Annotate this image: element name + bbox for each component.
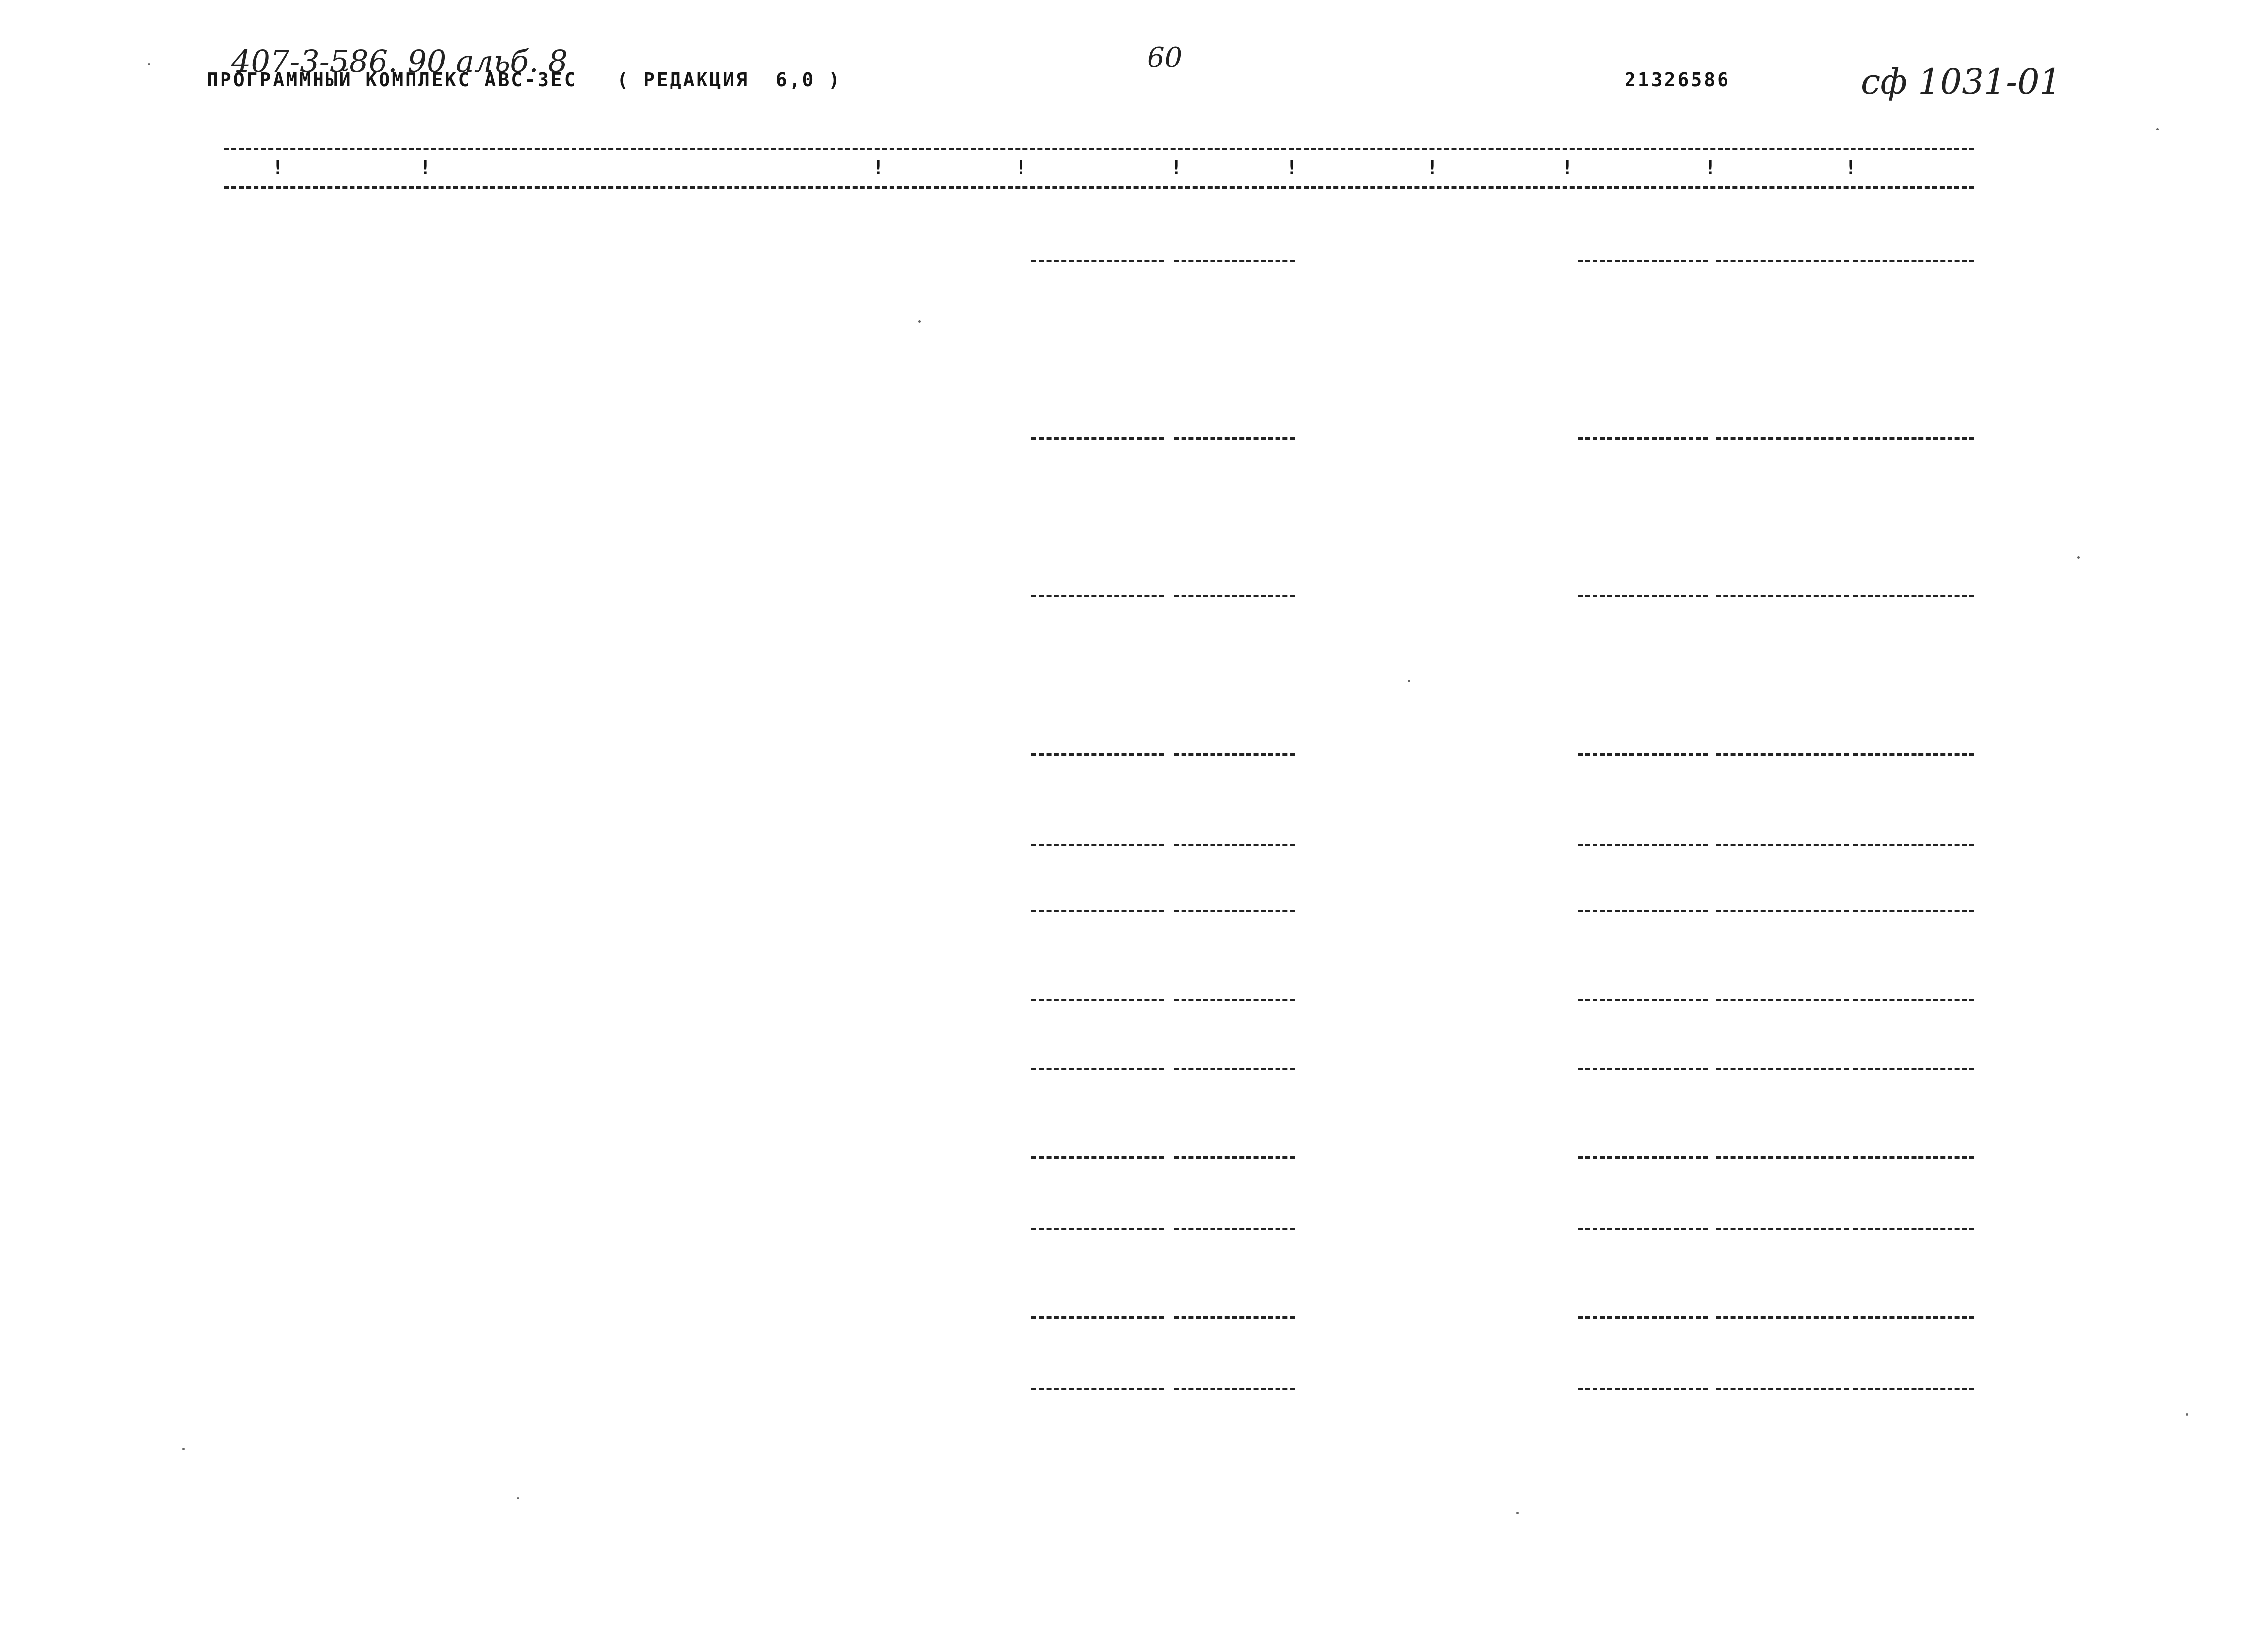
cell-divider bbox=[1174, 437, 1295, 440]
cell-divider bbox=[1578, 1156, 1708, 1159]
cell-divider bbox=[1578, 1316, 1708, 1319]
cell-divider bbox=[1578, 437, 1708, 440]
cell-divider bbox=[1578, 1388, 1708, 1390]
handwritten-sheet-code: сф 1031-01 bbox=[1861, 62, 2062, 102]
cell-divider bbox=[1853, 1156, 1974, 1159]
cell-divider bbox=[1716, 1388, 1849, 1390]
cell-divider bbox=[1031, 753, 1164, 756]
cell-divider bbox=[1174, 1316, 1295, 1319]
cell-divider bbox=[1174, 844, 1295, 846]
cell-divider bbox=[1716, 753, 1849, 756]
cell-divider bbox=[1174, 1388, 1295, 1390]
cell-divider bbox=[1853, 1228, 1974, 1230]
cell-divider bbox=[1578, 910, 1708, 912]
cell-divider bbox=[1716, 1228, 1849, 1230]
table-header-rule bbox=[224, 186, 1974, 189]
cell-divider bbox=[1031, 1156, 1164, 1159]
cell-divider bbox=[1853, 1068, 1974, 1070]
cell-divider bbox=[1031, 999, 1164, 1001]
cell-divider bbox=[1853, 437, 1974, 440]
cell-divider bbox=[1578, 1228, 1708, 1230]
cell-divider bbox=[1174, 260, 1295, 262]
column-separator: ! bbox=[1170, 157, 1182, 179]
cell-divider bbox=[1853, 910, 1974, 912]
cell-divider bbox=[1716, 437, 1849, 440]
cell-divider bbox=[1174, 753, 1295, 756]
cell-divider bbox=[1031, 1316, 1164, 1319]
cell-divider bbox=[1174, 910, 1295, 912]
cell-divider bbox=[1716, 1068, 1849, 1070]
cell-divider bbox=[1031, 1068, 1164, 1070]
cell-divider bbox=[1716, 1156, 1849, 1159]
cell-divider bbox=[1578, 260, 1708, 262]
cell-divider bbox=[1578, 999, 1708, 1001]
table-top-rule bbox=[224, 148, 1974, 150]
cell-divider bbox=[1716, 844, 1849, 846]
cell-divider bbox=[1031, 844, 1164, 846]
cell-divider bbox=[1853, 999, 1974, 1001]
column-separator: ! bbox=[1845, 157, 1857, 179]
cell-divider bbox=[1031, 260, 1164, 262]
cell-divider bbox=[1853, 753, 1974, 756]
column-separator: ! bbox=[1286, 157, 1298, 179]
handwritten-archive-number: 407-3-586. 90 альб. 8 bbox=[231, 43, 568, 79]
program-title: ПРОГРАММНЫЙ КОМПЛЕКС АВС-ЗЕС ( РЕДАКЦИЯ 6,0 ) bbox=[207, 69, 842, 91]
column-separator: ! bbox=[1015, 157, 1027, 179]
cell-divider bbox=[1031, 1388, 1164, 1390]
cell-divider bbox=[1174, 1156, 1295, 1159]
cell-divider bbox=[1578, 753, 1708, 756]
cell-divider bbox=[1853, 260, 1974, 262]
column-separator: ! bbox=[1426, 157, 1438, 179]
cell-divider bbox=[1174, 595, 1295, 597]
cell-divider bbox=[1853, 1388, 1974, 1390]
cell-divider bbox=[1174, 1228, 1295, 1230]
column-separator: ! bbox=[419, 157, 432, 179]
cell-divider bbox=[1174, 999, 1295, 1001]
column-separator: ! bbox=[872, 157, 885, 179]
cell-divider bbox=[1853, 595, 1974, 597]
cell-divider bbox=[1716, 999, 1849, 1001]
cell-divider bbox=[1853, 844, 1974, 846]
cell-divider bbox=[1716, 260, 1849, 262]
document-code: 21326586 bbox=[1625, 69, 1731, 91]
cell-divider bbox=[1578, 595, 1708, 597]
column-separator: ! bbox=[1704, 157, 1717, 179]
cell-divider bbox=[1031, 437, 1164, 440]
cell-divider bbox=[1031, 910, 1164, 912]
cell-divider bbox=[1031, 595, 1164, 597]
cell-divider bbox=[1031, 1228, 1164, 1230]
column-separator: ! bbox=[1562, 157, 1574, 179]
cell-divider bbox=[1716, 595, 1849, 597]
cell-divider bbox=[1853, 1316, 1974, 1319]
cell-divider bbox=[1716, 1316, 1849, 1319]
cell-divider bbox=[1578, 844, 1708, 846]
cell-divider bbox=[1716, 910, 1849, 912]
cell-divider bbox=[1578, 1068, 1708, 1070]
page-number: 60 bbox=[1147, 42, 1182, 74]
cell-divider bbox=[1174, 1068, 1295, 1070]
column-separator: ! bbox=[272, 157, 284, 179]
